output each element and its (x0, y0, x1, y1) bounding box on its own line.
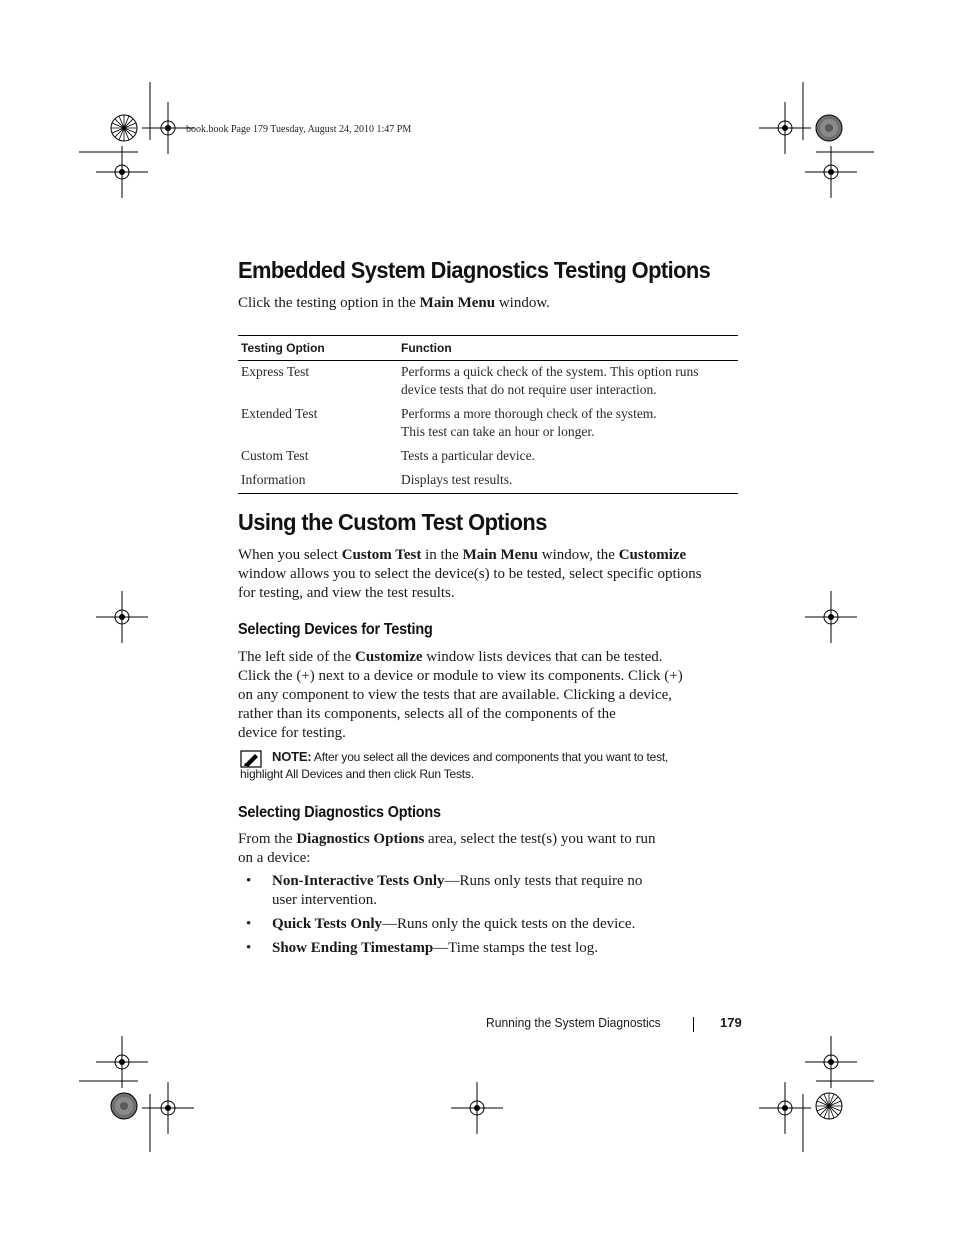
column-header-testing-option: Testing Option (238, 336, 398, 361)
subsection-title-diagnostics-options: Selecting Diagnostics Options (238, 804, 441, 821)
list-item: • Show Ending Timestamp—Time stamps the test log. (246, 940, 599, 956)
bullet-dot: • (246, 873, 252, 889)
footer-chapter-title: Running the System Diagnostics (486, 1015, 661, 1030)
sunburst-mark (816, 1093, 842, 1119)
table-cell-function: Tests a particular device. (401, 448, 535, 463)
testing-options-table (238, 335, 738, 494)
run-tests-label: Run Tests (419, 767, 471, 781)
crosshair-mark (451, 1082, 503, 1134)
table-cell-function: Performs a more thorough check of the system. This test can take an hour or longer. (401, 406, 657, 439)
sunburst-mark (111, 115, 137, 141)
gray-disc-mark (816, 115, 842, 141)
table-cell-function: Performs a quick check of the system. This option runs device tests that do not require user interaction. (401, 364, 699, 397)
bullet-dot: • (246, 940, 252, 956)
table-cell-option: Express Test (241, 364, 310, 379)
section-title-testing-options: Embedded System Diagnostics Testing Options (238, 257, 711, 283)
table-row (238, 445, 738, 469)
crosshair-mark (805, 591, 857, 643)
table-row (238, 361, 738, 404)
column-header-function: Function (398, 336, 738, 361)
crosshair-mark (805, 146, 857, 198)
crosshair-mark (805, 1036, 857, 1088)
note-body: NOTE: After you select all the devices and components that you want to test, highlight All Devices and then click Run Tests. (240, 749, 669, 781)
subsection-title-selecting-devices: Selecting Devices for Testing (238, 621, 433, 638)
list-item: • Non-Interactive Tests Only—Runs only tests that require no user intervention. (246, 873, 643, 908)
crosshair-mark (96, 1036, 148, 1088)
diagnostics-options-list (238, 872, 738, 963)
bullet-dot: • (246, 916, 252, 932)
crosshair-mark (96, 146, 148, 198)
table-cell-option: Custom Test (241, 448, 309, 463)
note-label: NOTE: (272, 749, 312, 764)
custom-test-paragraph: When you select Custom Test in the Main Menu window, the Customize window allows you to select the device(s) to be tested, select specific options for testing, and view the test results. (238, 547, 702, 601)
table-row (238, 469, 738, 494)
crosshair-mark (96, 591, 148, 643)
table-header-row (238, 336, 738, 361)
all-devices-label: All Devices (285, 767, 343, 781)
table-cell-option: Extended Test (241, 406, 318, 421)
testing-options-intro: Click the testing option in the Main Menu window. (238, 295, 550, 311)
page-number: 179 (720, 1015, 742, 1030)
section-title-custom-test-options: Using the Custom Test Options (238, 509, 547, 535)
table-cell-function: Displays test results. (398, 469, 738, 494)
diagnostics-options-paragraph: From the Diagnostics Options area, select the test(s) you want to run on a device: (238, 831, 656, 866)
print-header-note: book.book Page 179 Tuesday, August 24, 2010 1:47 PM (186, 124, 412, 135)
selecting-devices-paragraph: The left side of the Customize window lists devices that can be tested. Click the (+) next to a device or module to view its components. Click (+) on any component to view the tests that are available. Clicking a device, rather than its components, selects all of the components of the device for testing. (238, 649, 683, 741)
footer-separator (693, 1017, 694, 1032)
gray-disc-mark (111, 1093, 137, 1119)
table-cell-option: Information (238, 469, 398, 494)
table-row (238, 403, 738, 445)
list-item: • Quick Tests Only—Runs only the quick tests on the device. (246, 916, 636, 932)
